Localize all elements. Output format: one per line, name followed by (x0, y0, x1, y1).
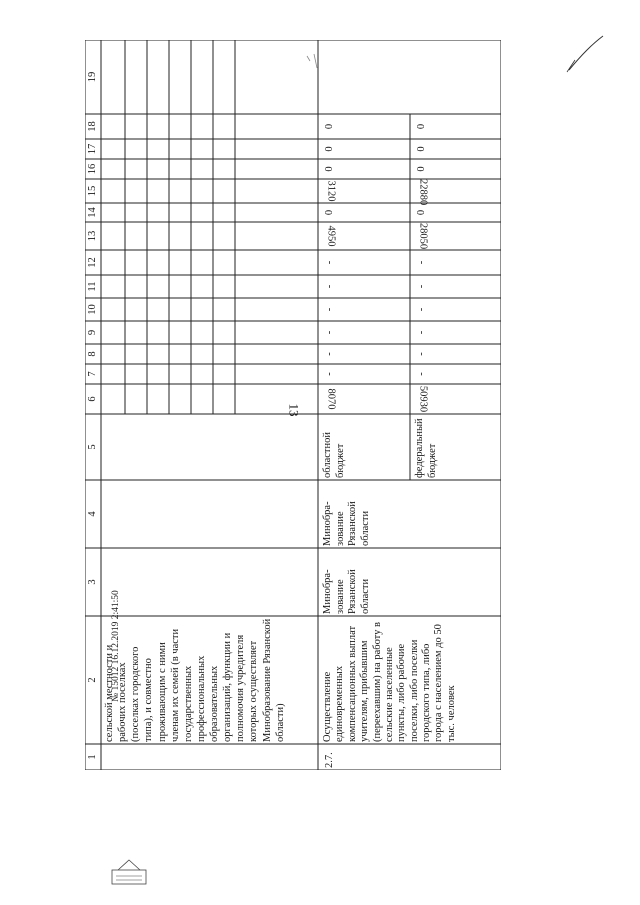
regional-c12: - (324, 260, 335, 265)
regional-c10: - (324, 307, 335, 312)
header-col-19: 19 (87, 71, 98, 83)
federal-c18: 0 (416, 123, 427, 130)
header-col-17: 17 (87, 143, 98, 155)
header-col-14: 14 (87, 207, 98, 218)
header-col-4: 4 (87, 511, 98, 517)
header-col-7: 7 (87, 371, 98, 377)
regional-c11: - (324, 284, 335, 289)
federal-c8: - (416, 352, 427, 356)
regional-source: областной бюджет (322, 432, 346, 478)
regional-c16: 0 (324, 166, 335, 172)
continuation-text: сельской местности и рабочих поселках (поселках городского типа), и совместно проживающим с ними членам их семей (в части государственных профессиональных образовательных организаций, функции и полномочия учредителя которых осуществляет Минобразование Рязанской области) (104, 618, 286, 742)
federal-source: федеральный бюджет (414, 418, 438, 478)
federal-c6: 50930 (417, 385, 429, 413)
header-col-16: 16 (87, 163, 98, 175)
header-col-9: 9 (87, 329, 98, 336)
header-col-10: 10 (87, 304, 98, 315)
regional-c8: - (324, 352, 335, 356)
regional-c7: - (324, 372, 335, 376)
header-col-6: 6 (87, 396, 98, 402)
regional-c15: 3120 (325, 180, 337, 202)
regional-c9: - (324, 330, 335, 335)
header-col-12: 12 (87, 257, 98, 268)
main-table-container (85, 40, 501, 770)
registry-stamp-logo (110, 856, 148, 888)
header-col-2: 2 (87, 677, 98, 683)
header-col-15: 15 (87, 185, 98, 197)
regional-c6: 8070 (325, 388, 337, 410)
federal-c15: 22880 (417, 179, 429, 206)
regional-c13: 4950 (325, 225, 337, 247)
executor: Минобра-зование Рязанской области (322, 569, 371, 614)
header-col-8: 8 (87, 351, 98, 357)
federal-c17: 0 (416, 146, 427, 152)
header-col-18: 18 (87, 121, 98, 132)
header-col-3: 3 (87, 579, 98, 585)
header-col-13: 13 (87, 230, 98, 242)
measure-name: Осуществление единовременных компенсационных выплат учителям, прибывшим (переехавшим) на работу в сельские населенные пункты, либо рабочие поселки, либо поселки городского типа, либо города с населением до 50 тыс. человек (322, 622, 457, 742)
federal-c14: 0 (416, 209, 427, 216)
regional-c17: 0 (324, 146, 335, 152)
regional-c14: 0 (324, 209, 335, 216)
federal-c9: - (416, 330, 427, 335)
federal-c10: - (416, 307, 427, 312)
federal-c11: - (416, 284, 427, 289)
page-number: 13 (286, 403, 302, 417)
header-col-11: 11 (87, 281, 98, 292)
federal-c13: 28050 (417, 222, 429, 250)
doc-number-stamp: № 15012 16.12.2019 2:41:50 (111, 590, 121, 702)
row-number: 2.7. (324, 752, 335, 768)
federal-c12: - (416, 260, 427, 265)
manager: Минобра-зование Рязанской области (322, 501, 371, 546)
header-col-5: 5 (87, 444, 98, 450)
signature-mark (565, 32, 605, 76)
header-col-1: 1 (87, 754, 98, 760)
regional-c18: 0 (324, 123, 335, 130)
federal-c16: 0 (416, 166, 427, 172)
federal-c7: - (416, 372, 427, 376)
